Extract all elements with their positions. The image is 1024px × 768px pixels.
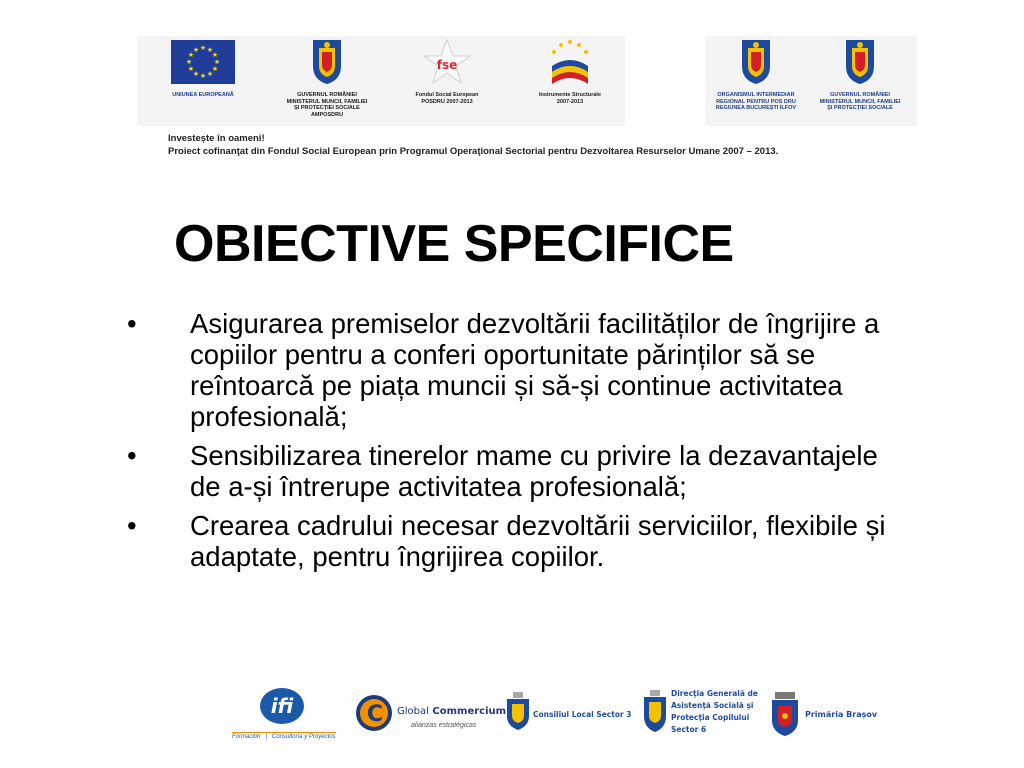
fse-star-icon xyxy=(422,38,472,88)
tagline-line-1: Investește în oameni! xyxy=(168,133,265,144)
svg-text:★: ★ xyxy=(206,46,214,54)
svg-text:★: ★ xyxy=(192,70,200,78)
svg-text:★: ★ xyxy=(211,65,219,73)
objective-text: Sensibilizarea tinerelor mame cu privire la dezavantajele de a-și întrerupe activitatea profesională; xyxy=(190,440,878,502)
primaria-brasov-label: Primăria Brașov xyxy=(805,710,878,719)
brasov-coat-of-arms-icon xyxy=(769,692,801,738)
amposdru-caption: GUVERNUL ROMÂNIEI MINISTERUL MUNCII, FAMILIEI ȘI PROTECȚIEI SOCIALE AMPOSDRU xyxy=(286,92,368,118)
svg-text:★: ★ xyxy=(213,58,221,66)
sector6-coat-of-arms-icon xyxy=(642,690,668,736)
guvernul-coat-of-arms-icon xyxy=(842,38,878,86)
instrumente-caption: Instrumente Structurale 2007-2013 xyxy=(538,92,602,105)
bullet-marker: • xyxy=(127,440,137,471)
fse-logo xyxy=(399,38,495,124)
global-commercium-name: Global Commercium xyxy=(397,706,507,717)
ifi-mark-icon xyxy=(230,686,340,726)
svg-text:★: ★ xyxy=(187,65,195,73)
svg-text:★: ★ xyxy=(199,72,207,80)
svg-text:★: ★ xyxy=(185,58,193,66)
bullet-marker: • xyxy=(127,308,137,339)
svg-text:★: ★ xyxy=(187,51,195,59)
guvernul-romaniei-logo xyxy=(812,38,908,124)
slide-title: OBIECTIVE SPECIFICE xyxy=(174,215,734,273)
guvernul-caption: GUVERNUL ROMÂNIEI MINISTERUL MUNCII, FAMILIEI ȘI PROTECȚIEI SOCIALE xyxy=(819,92,901,111)
primaria-brasov-logo xyxy=(769,686,879,746)
oirposdru-caption: ORGANISMUL INTERMEDIAR REGIONAL PENTRU POS DRU REGIUNEA BUCUREȘTI ILFOV xyxy=(715,92,797,111)
tagline-line-2: Proiect cofinanţat din Fondul Social European prin Programul Operaţional Sectorial pentru Dezvoltarea Resurselor Umane 2007 – 2013. xyxy=(168,146,779,157)
romania-coat-of-arms-icon xyxy=(309,38,345,86)
global-commercium-icon xyxy=(355,694,393,732)
objective-text: Crearea cadrului necesar dezvoltării serviciilor, flexibile și adaptate, pentru îngrijirea copiilor. xyxy=(190,510,886,572)
fse-caption: Fondul Social European POSDRU 2007-2013 xyxy=(415,92,479,105)
fse-mark: fse xyxy=(436,58,458,72)
eu-flag-icon xyxy=(171,40,235,84)
objectives-list xyxy=(0,308,1024,580)
objective-text: Asigurarea premiselor dezvoltării facilităților de îngrijire a copiilor pentru a conferi oportunitate părinților să se reîntoarcă pe piața muncii și să-și continue activitatea profesională; xyxy=(190,308,880,432)
project-tagline xyxy=(168,132,778,158)
sector3-coat-of-arms-icon xyxy=(505,692,531,732)
ifi-logo xyxy=(230,686,340,746)
global-commercium-slogan: alianzas estratégicas xyxy=(411,722,477,729)
svg-text:C: C xyxy=(366,702,384,727)
objective-item xyxy=(0,440,910,502)
oirposdru-coat-of-arms-icon xyxy=(738,38,774,86)
objective-item xyxy=(0,510,910,572)
svg-text:★: ★ xyxy=(192,46,200,54)
dgaspc-logo xyxy=(642,686,762,746)
oirposdru-logo xyxy=(708,38,804,124)
eu-caption: UNIUNEA EUROPEANĂ xyxy=(172,92,234,98)
bullet-marker: • xyxy=(127,510,137,541)
instrumente-structurale-logo xyxy=(522,38,618,124)
ifi-divider xyxy=(232,732,336,733)
svg-text:★: ★ xyxy=(199,44,207,52)
ifi-subtitle: Formación | Consultoría y Proyectos xyxy=(232,734,336,740)
eu-flag-logo xyxy=(155,38,251,124)
global-commercium-logo xyxy=(355,686,507,746)
instrumente-structurale-icon xyxy=(544,38,596,88)
objective-item xyxy=(0,308,910,432)
consiliul-local-logo xyxy=(505,686,635,746)
dgaspc-label: Direcţia Generală de Asistenţă Socială şi Protecţia Copilului Sector 6 xyxy=(671,689,758,734)
romania-coat-of-arms-logo xyxy=(279,38,375,124)
consiliul-local-label: Consiliul Local Sector 3 xyxy=(533,710,632,719)
ifi-mark-text: ifi xyxy=(270,694,294,718)
svg-text:★: ★ xyxy=(206,70,214,78)
svg-text:★: ★ xyxy=(211,51,219,59)
